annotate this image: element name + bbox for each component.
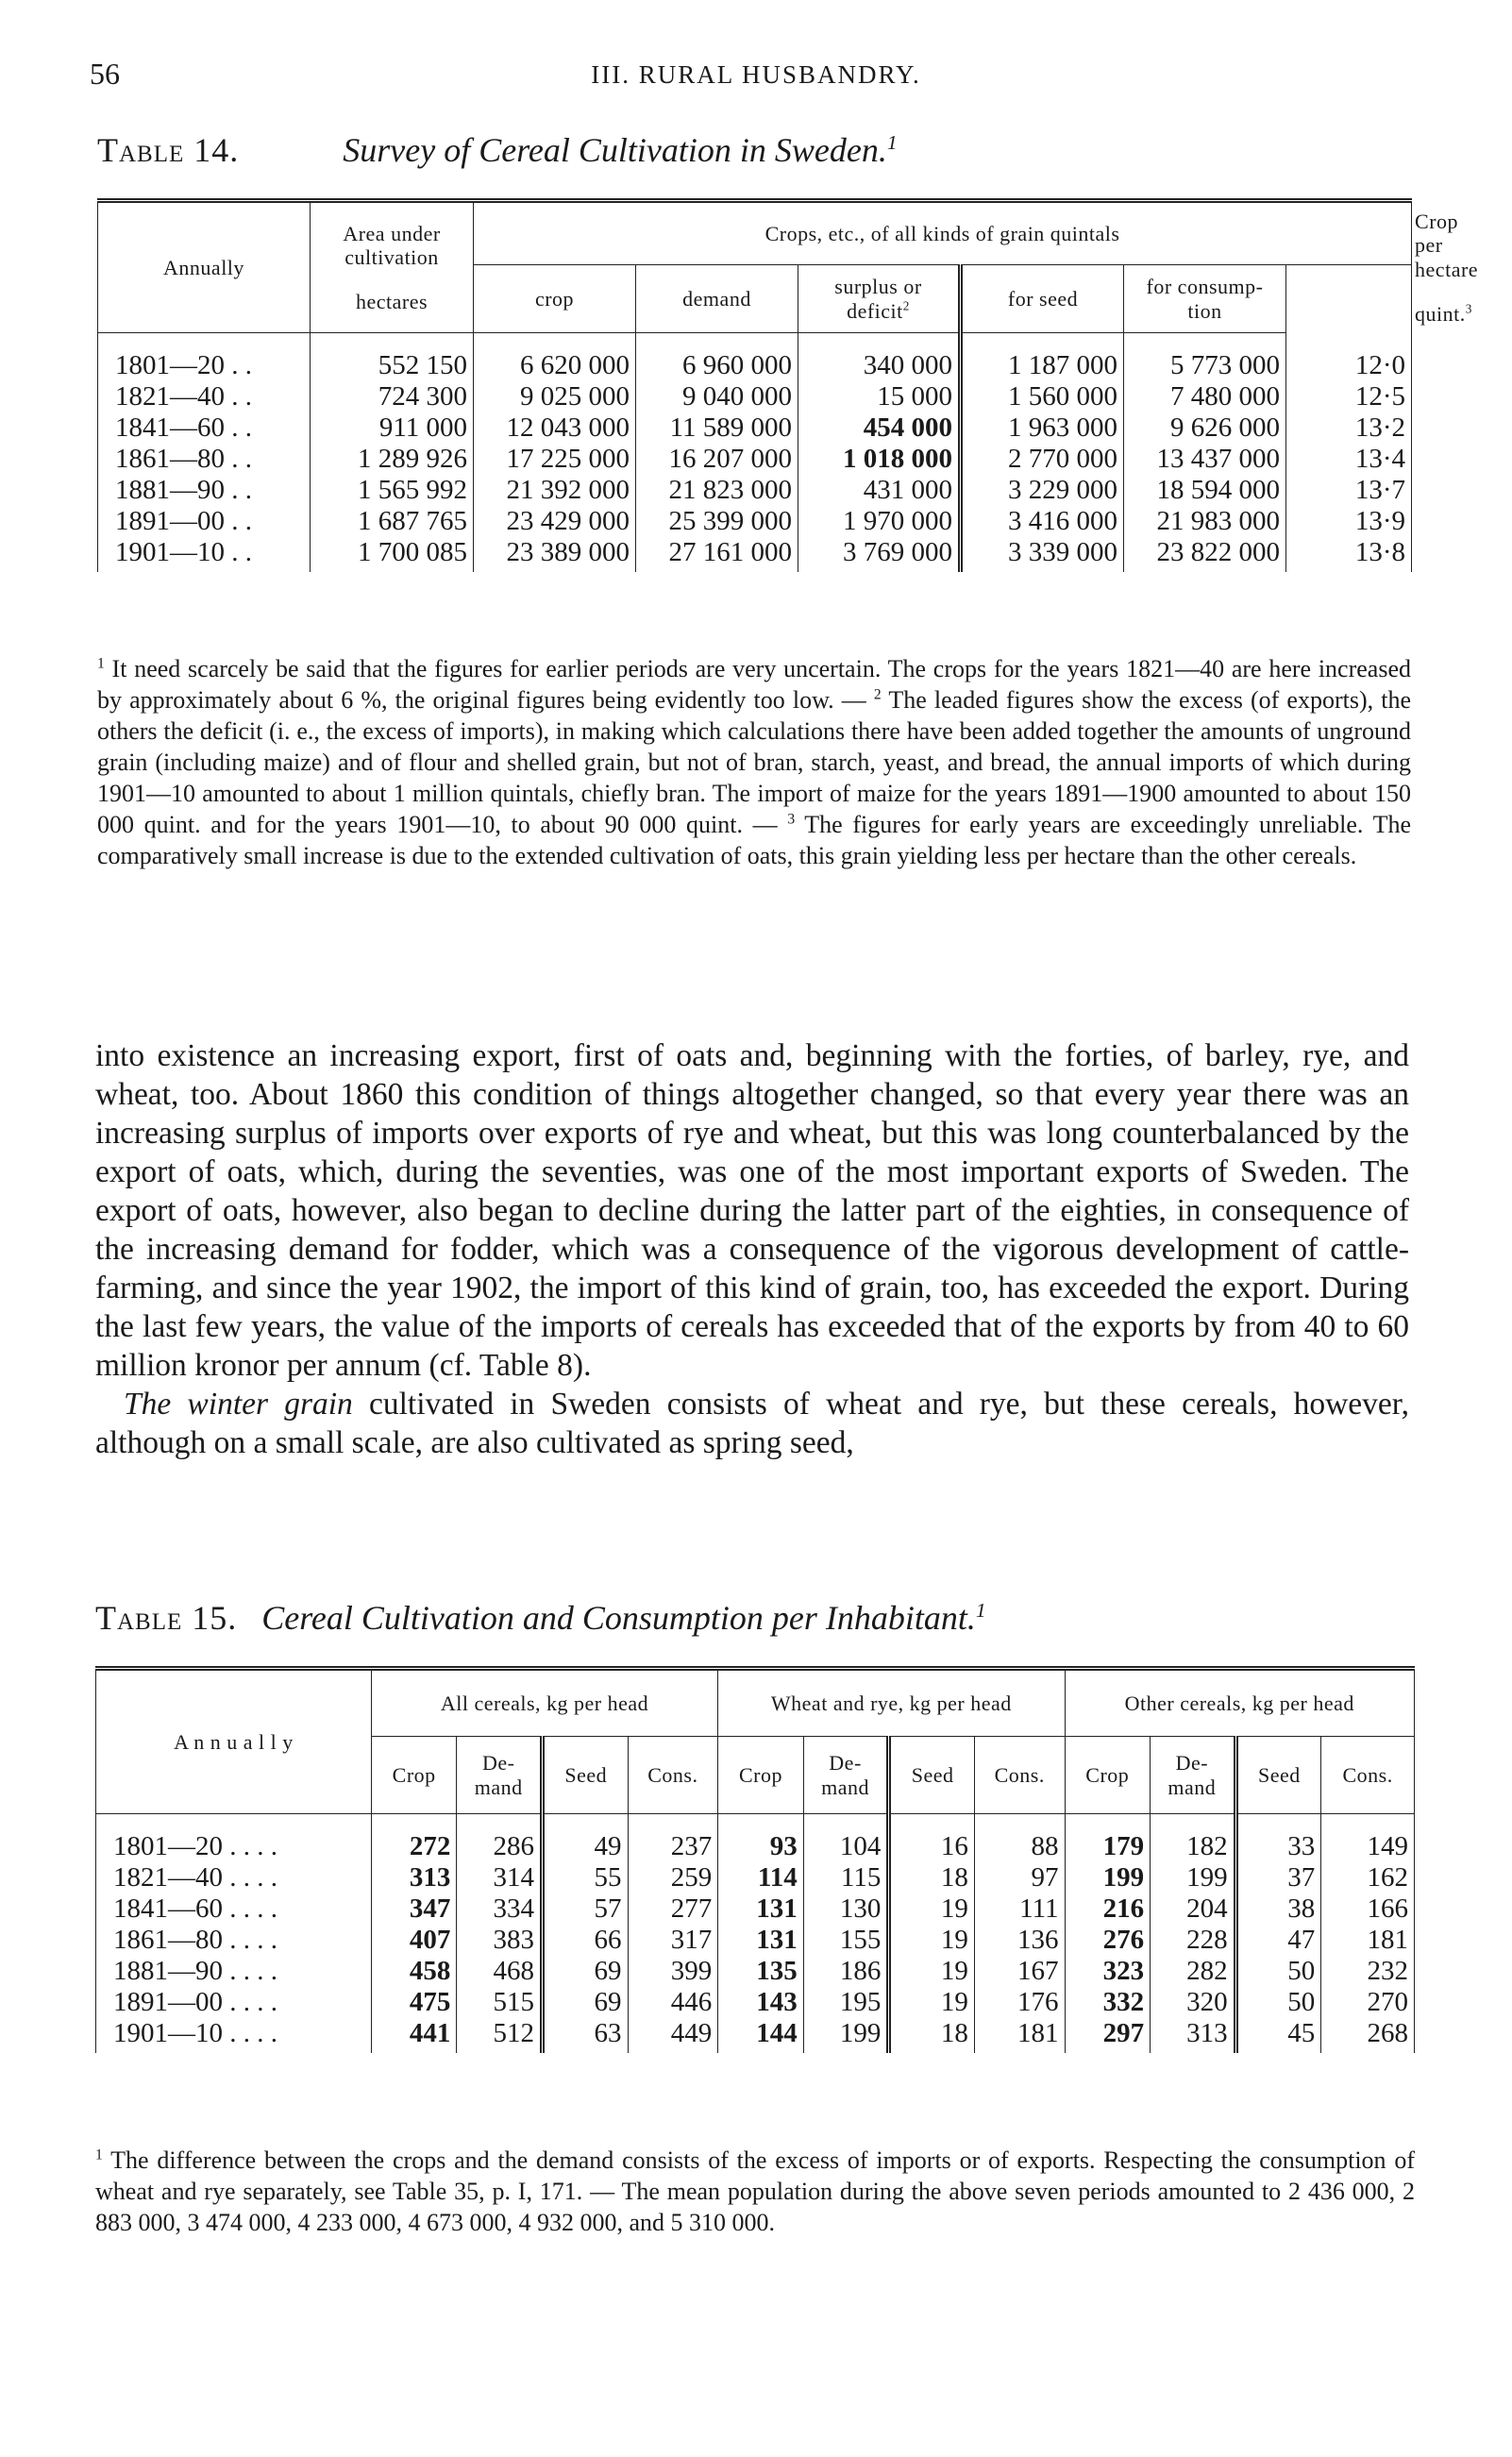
t15-header-demand: De- mand (457, 1737, 543, 1814)
table-14: Annually Area under cultivation hectares Crops, etc., of all kinds of grain quintals Crop per hectare quint.$^3$ crop demand surplus or deficit$^2$ for seed for consump- tion 1801—20 . . 552 150 6 620 000 6 960 000 340 000 1 187 000 5 773 000 12·0 1821—40 . . 724 300 9 025 000 9 040 000 15 000 1 560 000 7 480 000 12·5 1841—60 . . 911 000 12 043 000 11 589 000 454 000 1 963 000 9 626 000 13·2 1861—80 . . 1 289 926 17 225 000 16 207 000 1 018 000 2 770 000 13 437 000 13·4 1881—90 . . 1 565 992 21 392 000 21 823 000 431 000 3 229 000 18 594 000 13·7 1891—00 . . 1 687 765 23 429 000 25 399 000 1 970 000 3 416 000 21 983 000 13·9 1901—10 . . 1 700 085 23 389 000 27 161 000 3 769 000 3 339 000 23 822 000 13·8 (97, 198, 1412, 572)
table-row: 1821—40 . . . . 313 314 55 259 114 115 18 97 199 199 37 162 (96, 1862, 1415, 1893)
table-14-footnotes: $^1$ It need scarcely be said that the figures for earlier periods are very uncertain. The crops for the years 1821—40 are here increased by approximately about 6 %, the original figures being evidently too low. — $^2$ The leaded figures show the excess (of exports), the others the deficit (i. e., the excess of imports), in making which calculations there have been added together the amounts of unground grain (including maize) and of flour and shelled grain, but not of bran, starch, yeast, and bread, the annual imports of which during 1901—10 amounted to about 1 million quintals, chiefly bran. The import of maize for the years 1891—1900 amounted to about 150 000 quint. and for the years 1901—10, to about 90 000 quint. — $^3$ The figures for early years are exceedingly unreliable. The comparatively small increase is due to the extended cultivation of oats, this grain yielding less per hectare than the other cereals. (97, 655, 1411, 869)
t14-header-annually: Annually (98, 201, 311, 333)
t15-header-all-cereals: All cereals, kg per head (371, 1669, 717, 1737)
table-row: 1841—60 . . 911 000 12 043 000 11 589 000 454 000 1 963 000 9 626 000 13·2 (98, 412, 1412, 444)
table-row: 1891—00 . . . . 475 515 69 446 143 195 19 176 332 320 50 270 (96, 1987, 1415, 2018)
table-15 (95, 1666, 1415, 2053)
table-14-caption (97, 130, 898, 170)
t14-header-consumption: for consump- tion (1124, 265, 1286, 333)
t14-header-area: Area under cultivation hectares (311, 201, 474, 333)
table-row: 1821—40 . . 724 300 9 025 000 9 040 000 15 000 1 560 000 7 480 000 12·5 (98, 381, 1412, 412)
table-row: 1901—10 . . 1 700 085 23 389 000 27 161 000 3 769 000 3 339 000 23 822 000 13·8 (98, 537, 1412, 572)
table-row: 1881—90 . . . . 458 468 69 399 135 186 19 167 323 282 50 232 (96, 1956, 1415, 1987)
t15-header-cons: Cons. (974, 1737, 1065, 1814)
t14-header-demand: demand (636, 265, 798, 333)
t14-header-crops-group: Crops, etc., of all kinds of grain quintals (474, 201, 1412, 265)
table-row: 1861—80 . . . . 407 383 66 317 131 155 19 136 276 228 47 181 (96, 1925, 1415, 1956)
table-15-title: Cereal Cultivation and Consumption per Inhabitant.$^1$ (261, 1599, 986, 1637)
table-row: 1901—10 . . . . 441 512 63 449 144 199 18 181 297 313 45 268 (96, 2018, 1415, 2053)
t15-header-seed: Seed (889, 1737, 975, 1814)
table-row: 1891—00 . . 1 687 765 23 429 000 25 399 000 1 970 000 3 416 000 21 983 000 13·9 (98, 506, 1412, 537)
t15-header-crop: Crop (371, 1737, 457, 1814)
t15-header-cons: Cons. (628, 1737, 718, 1814)
t15-header-seed: Seed (1235, 1737, 1321, 1814)
table-14-title: Survey of Cereal Cultivation in Sweden.$^1$ (343, 131, 898, 169)
table-row: 1801—20 . . 552 150 6 620 000 6 960 000 340 000 1 187 000 5 773 000 12·0 (98, 350, 1412, 381)
body-text (95, 1036, 1409, 1462)
body-paragraph-2: The winter grain cultivated in Sweden consists of wheat and rye, but these cereals, however, although on a small scale, are also cultivated as spring seed, (95, 1387, 1409, 1460)
table-14-label: Table 14. (97, 131, 240, 169)
table-row: 1801—20 . . . . 272 286 49 237 93 104 16 88 179 182 33 149 (96, 1831, 1415, 1862)
t14-header-seed: for seed (961, 265, 1124, 333)
table-15-label: Table 15. (95, 1599, 238, 1637)
t15-header-cons: Cons. (1321, 1737, 1415, 1814)
table-row: 1861—80 . . 1 289 926 17 225 000 16 207 000 1 018 000 2 770 000 13 437 000 13·4 (98, 444, 1412, 475)
t15-header-annually: A n n u a l l y (96, 1669, 372, 1814)
t15-header-demand: De- mand (1151, 1737, 1236, 1814)
page-number: 56 (90, 57, 120, 91)
t15-header-other-cereals: Other cereals, kg per head (1065, 1669, 1414, 1737)
table-row: 1841—60 . . . . 347 334 57 277 131 130 19 111 216 204 38 166 (96, 1893, 1415, 1925)
table-row: 1881—90 . . 1 565 992 21 392 000 21 823 000 431 000 3 229 000 18 594 000 13·7 (98, 475, 1412, 506)
t15-header-crop: Crop (1065, 1737, 1151, 1814)
table-15-footnote: $^1$ The difference between the crops and the demand consists of the excess of imports or of exports. Respecting the consumption of wheat and rye separately, see Table 35, p. I, 171. — The mean population during the above seven periods amounted to 2 436 000, 2 883 000, 3 474 000, 4 233 000, 4 673 000, 4 932 000, and 5 310 000. (95, 2146, 1415, 2236)
t15-header-wheat-rye: Wheat and rye, kg per head (718, 1669, 1065, 1737)
body-paragraph-1: into existence an increasing export, first of oats and, beginning with the forties, of barley, rye, and wheat, too. About 1860 this condition of things altogether changed, so that every year there was an increasing surplus of imports over exports of rye and wheat, but this was long counterbalanced by the export of oats, which, during the seventies, was one of the most important exports of Sweden. The export of oats, however, also began to decline during the latter part of the eighties, in consequence of the increasing demand for fodder, which was a consequence of the vigorous development of cattle-farming, and since the year 1902, the import of this kind of grain, too, has exceeded the export. During the last few years, the value of the imports of cereals has exceeded that of the exports by from 40 to 60 million kronor per annum (cf. Table 8). (95, 1038, 1409, 1383)
t14-header-crop: crop (474, 265, 636, 333)
t15-header-demand: De- mand (803, 1737, 889, 1814)
t15-header-seed: Seed (542, 1737, 628, 1814)
t15-header-crop: Crop (718, 1737, 804, 1814)
table-15-caption (95, 1598, 986, 1638)
running-head: III. RURAL HUSBANDRY. (591, 60, 921, 89)
t14-header-surplus: surplus or deficit$^2$ (798, 265, 961, 333)
